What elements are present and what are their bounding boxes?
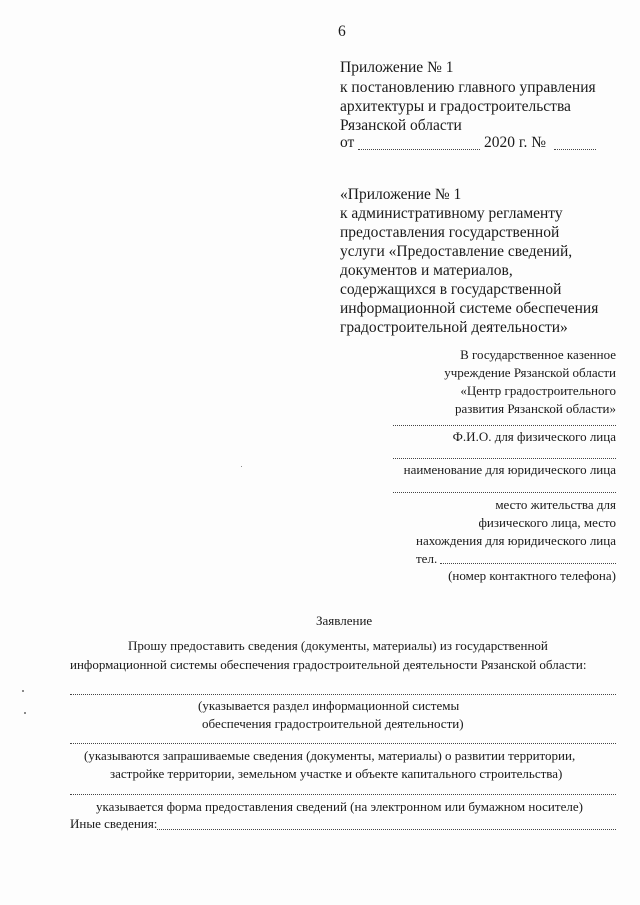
system-section-hint: обеспечения градостроительной деятельности) — [202, 716, 464, 731]
system-section-hint: (указывается раздел информационной системы — [198, 698, 460, 713]
fio-label: Ф.И.О. для физического лица — [452, 429, 616, 444]
addressee-line: учреждение Рязанской области — [444, 365, 616, 380]
addressee-line: развития Рязанской области» — [454, 401, 616, 416]
delivery-form-hint: указывается форма предоставления сведений (на электронном или бумажном носителе) — [96, 799, 583, 814]
requested-info-hint: (указываются запрашиваемые сведения (документы, материалы) о развитии территории, — [84, 748, 576, 763]
phone-prefix: тел. — [416, 551, 438, 566]
fio-field[interactable] — [393, 425, 616, 426]
regulation-line: содержащихся в государственной — [340, 281, 562, 298]
organization-label: наименование для юридического лица — [403, 462, 616, 477]
date-blank — [358, 149, 480, 150]
organization-field[interactable] — [393, 458, 616, 459]
requested-info-hint: застройке территории, земельном участке и объекте капитального строительства) — [110, 766, 563, 781]
scan-speck — [24, 712, 26, 714]
regulation-line: информационной системе обеспечения — [340, 300, 599, 317]
appendix-line: к постановлению главного управления — [340, 79, 596, 96]
address-field[interactable] — [393, 492, 616, 493]
regulation-line: услуги «Предоставление сведений, — [340, 243, 573, 260]
appendix-title: Приложение № 1 — [340, 59, 454, 76]
phone-label: (номер контактного телефона) — [448, 568, 616, 583]
appendix-line: Рязанской области — [340, 117, 462, 134]
scan-speck — [241, 466, 242, 467]
addressee-line: В государственное казенное — [460, 347, 616, 362]
request-text: информационной системы обеспечения градостроительной деятельности Рязанской области: — [70, 657, 587, 672]
other-info-label: Иные сведения: — [70, 816, 158, 831]
requested-info-field[interactable] — [70, 743, 616, 744]
system-section-field[interactable] — [70, 694, 616, 695]
scan-speck — [22, 690, 24, 692]
address-label: нахождения для юридического лица — [416, 533, 616, 548]
phone-field[interactable] — [440, 563, 616, 564]
regulation-line: градостроительной деятельности» — [340, 319, 568, 336]
page-number: 6 — [338, 23, 346, 40]
appendix-date-prefix: от — [340, 134, 355, 151]
appendix-line: архитектуры и градостроительства — [340, 98, 571, 115]
address-label: место жительства для — [495, 497, 616, 512]
regulation-line: к административному регламенту — [340, 205, 563, 222]
other-info-field[interactable] — [157, 829, 616, 830]
regulation-line: «Приложение № 1 — [340, 186, 462, 203]
address-label: физического лица, место — [478, 515, 616, 530]
addressee-line: «Центр градостроительного — [460, 383, 616, 398]
regulation-line: документов и материалов, — [340, 262, 513, 279]
request-text: Прошу предоставить сведения (документы, материалы) из государственной — [128, 638, 548, 653]
delivery-form-field[interactable] — [70, 794, 616, 795]
appendix-year: 2020 г. № — [484, 134, 547, 151]
statement-title: Заявление — [316, 613, 373, 628]
regulation-line: предоставления государственной — [340, 224, 560, 241]
number-blank — [554, 149, 596, 150]
